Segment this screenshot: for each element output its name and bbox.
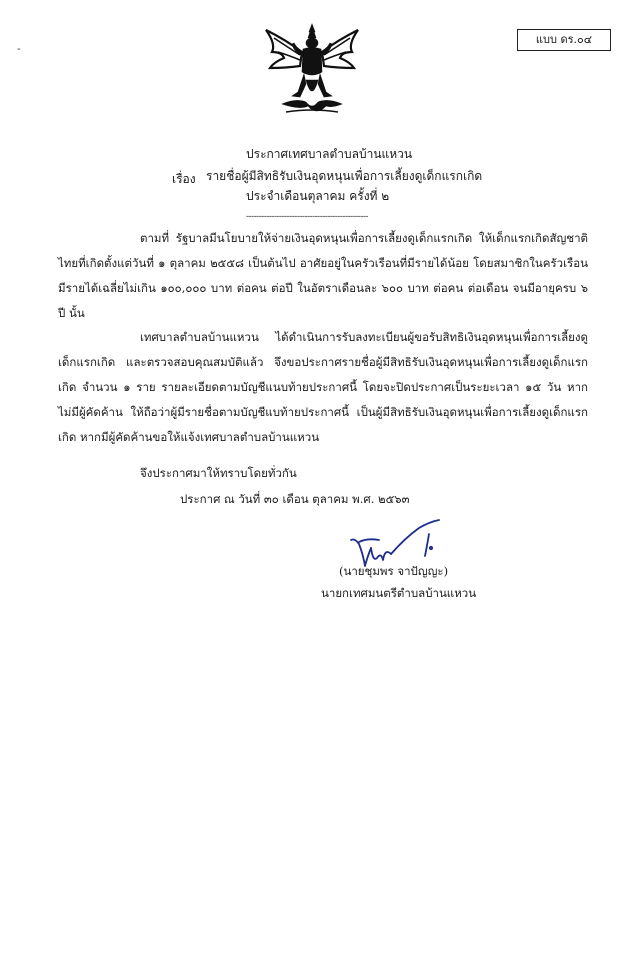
garuda-emblem-icon xyxy=(256,22,368,122)
margin-mark: - xyxy=(17,42,21,55)
closing-line: จึงประกาศมาให้ทราบโดยทั่วกัน xyxy=(140,466,297,480)
paragraph-1: ตามที่ รัฐบาลมีนโยบายให้จ่ายเงินอุดหนุนเพื่อการเลี้ยงดูเด็กแรกเกิด ให้เด็กแรกเกิดสัญชาติไทยที่เกิดตั้งแต่วันที่ ๑ ตุลาคม ๒๕๕๘ เป็นต้นไป อาศัยอยู่ในครัวเรือนที่มีรายได้น้อย โดยสมาชิกในครัวเรือนมีรายได้เฉลี่ยไม่เกิน ๑๐๐,๐๐๐ บาท ต่อคน ต่อปี ในอัตราเดือนละ ๖๐๐ บาท ต่อคน ต่อเดือน จนมีอายุครบ ๖ ปี นั้น xyxy=(58,231,588,320)
signatory-name: (นายชุมพร จาปัญญะ) xyxy=(339,564,449,578)
announcement-org-line: ประกาศเทศบาลตำบลบ้านแหวน xyxy=(246,147,413,161)
period-line: ประจำเดือนตุลาคม ครั้งที่ ๒ xyxy=(246,189,390,203)
paragraph-2: เทศบาลตำบลบ้านแหวน ได้ดำเนินการรับลงทะเบียนผู้ขอรับสิทธิเงินอุดหนุนเพื่อการเลี้ยงดูเด็กแรกเกิด และตรวจสอบคุณสมบัติแล้ว จึงขอประกาศรายชื่อผู้มีสิทธิรับเงินอุดหนุนเพื่อการเลี้ยงดูเด็กแรกเกิด จำนวน ๑ ราย รายละเอียดตามบัญชีแนบท้ายประกาศนี้ โดยจะปิดประกาศเป็นระยะเวลา ๑๕ วัน หากไม่มีผู้คัดค้าน ให้ถือว่าผู้มีรายชื่อตามบัญชีแบท้ายประกาศนี้ เป็นผู้มีสิทธิรับเงินอุดหนุนเพื่อการเลี้ยงดูเด็กแรกเกิด หากมีผู้คัดค้านขอให้แจ้งเทศบาลตำบลบ้านแหวน xyxy=(58,330,588,444)
date-line: ประกาศ ณ วันที่ ๓๐ เดือน ตุลาคม พ.ศ. ๒๕๖๓ xyxy=(180,492,410,506)
form-code-box: แบบ ดร.๐๔ xyxy=(517,29,611,51)
subject-label: เรื่อง xyxy=(172,172,196,186)
header-divider: ------------------------------------------------ xyxy=(246,212,368,222)
subject-text: รายชื่อผู้มีสิทธิรับเงินอุดหนุนเพื่อการเลี้ยงดูเด็กแรกเกิด xyxy=(206,169,483,183)
signatory-title: นายกเทศมนตรีตำบลบ้านแหวน xyxy=(321,586,477,600)
